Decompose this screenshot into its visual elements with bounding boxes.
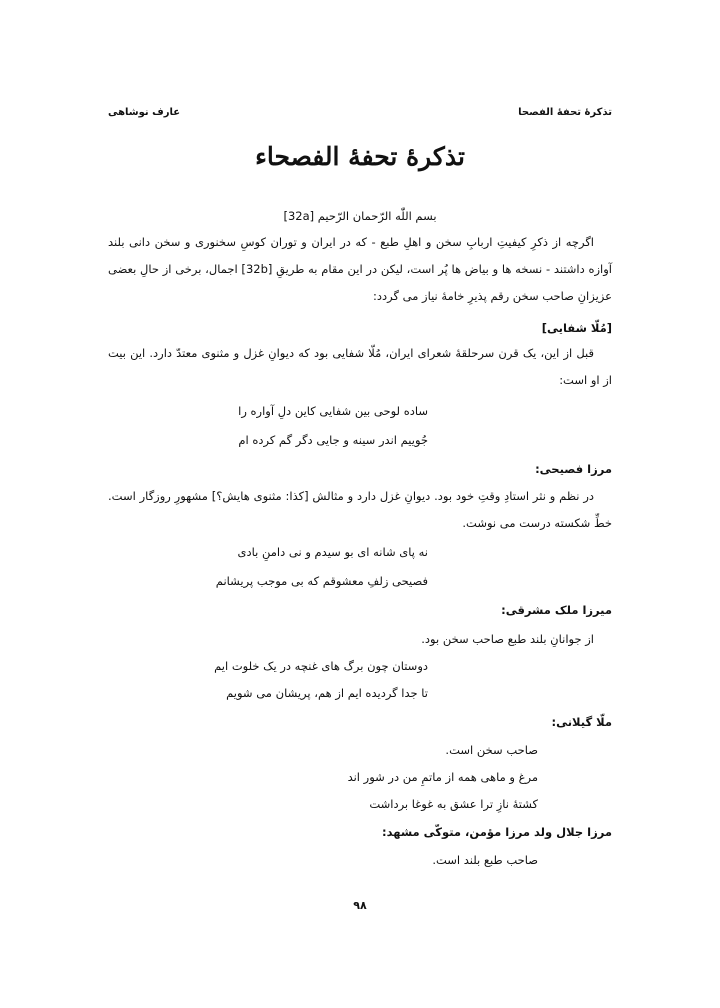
entry-heading: مرزا جلال ولد مرزا مؤمن، متوکّی مشهد:: [382, 825, 612, 839]
running-header-title: تذکرهٔ تحفهٔ الفصحا: [518, 107, 612, 118]
verse-line: ساده لوحی بین شفایی کاین دلِ آواره را: [238, 404, 428, 418]
verse-line: فصیحی زلفِ معشوقم که بی موجب پریشانم: [215, 574, 428, 588]
entry-text: قبل از این، یک قرن سرحلقهٔ شعرای ایران، مُلّا شفایی بود که دیوانِ غزل و مثنوی معتدّ دارد. این بیت از او است:: [108, 346, 612, 387]
entry-text: در نظم و نثر استادِ وقتِ خود بود. دیوانِ غزل دارد و مثالش [کذا: مثنوی هایش؟] مشهورِ روزگار است. خطِّ شکسته درست می نوشت.: [108, 489, 612, 530]
entry-text: صاحب طبع بلند است.: [432, 853, 538, 867]
verse-line: نه پای شانه ای بو سیدم و نی دامنِ بادی: [237, 545, 428, 559]
entry-heading: [مُلّا شفایی]: [541, 321, 612, 335]
page-title: تذکرهٔ تحفهٔ الفصحاء: [255, 142, 465, 171]
verse-line: دوستان چون برگ های غنچه در یک خلوت ایم: [214, 659, 428, 673]
verse-line: جُوییم اندر سینه و جایی دگر گم کرده ام: [238, 433, 428, 447]
entry-heading: مرزا فصیحی:: [535, 462, 612, 476]
verse-line: کشتهٔ نازِ ترا عشق به غوغا برداشت: [369, 797, 538, 811]
entry-text: از جوانانِ بلند طبع صاحب سخن بود.: [421, 632, 594, 646]
entry-text: صاحب سخن است.: [445, 743, 538, 757]
bismillah-line: [32a] بسم اللّٰه الرّحمان الرّحیم: [283, 209, 437, 223]
entry-heading: میرزا ملک مشرقی:: [501, 603, 612, 617]
intro-paragraph: اگرچه از ذکرِ کیفیتِ اربابِ سخن و اهلِ طبع - که در ایران و توران کوسِ سخنوری و سخن دانی بلند آوازه داشتند - نسخه ها و بیاض ها پُر است، لیکن در این مقام به طریقِ [32b] اجمال، برخی از حالِ بعضی عزیزانِ صاحب سخن رقم پذیرِ خامهٔ نیاز می گردد:: [108, 235, 612, 303]
running-header-author: عارف نوشاهی: [108, 107, 181, 118]
verse-line: تا جدا گردیده ایم از هم، پریشان می شویم: [226, 686, 428, 700]
verse-line: مرغ و ماهی همه از ماتمِ من در شور اند: [347, 770, 538, 784]
page-number: ۹۸: [353, 899, 367, 912]
entry-heading: ملّا گیلانی:: [551, 715, 612, 729]
